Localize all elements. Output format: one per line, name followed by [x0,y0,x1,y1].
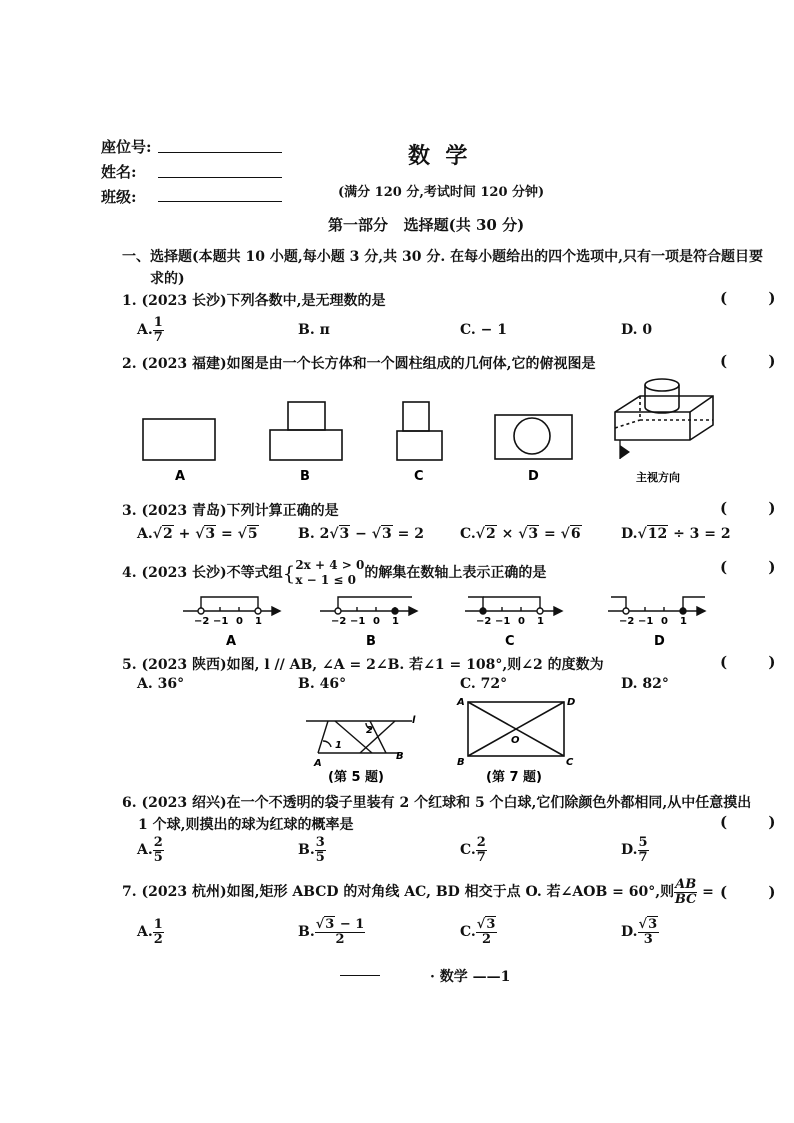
seat-field[interactable] [158,152,282,153]
class-label: 班级: [101,188,137,206]
page-footer: · 数学 ——1 [430,969,511,985]
q6-stem-cont: 1 个球,则摸出的球为红球的概率是 [138,817,354,833]
q4-inequality-2: x − 1 ≤ 0 [295,573,356,587]
q2-answer-paren[interactable]: ( ) [720,352,794,370]
svg-text:1: 1 [537,616,544,627]
svg-text:−1: −1 [350,616,366,627]
q3-answer-paren[interactable]: ( ) [720,499,794,517]
q1-option-b[interactable]: B. π [298,322,330,338]
q3-stem: 3. (2023 青岛)下列计算正确的是 [122,503,339,519]
q7-fig-label-o: O [511,735,520,746]
svg-text:−2: −2 [619,616,635,627]
footer-rule-left [340,975,380,976]
page-title: 数 学 [408,143,468,169]
svg-text:−1: −1 [495,616,511,627]
q2-label-d: D [528,469,539,484]
q7-option-b[interactable]: B. $\frac{√3 - 1}{2}$ [298,917,365,947]
q2-c-shape-top [403,402,429,431]
q4-label-b: B [366,634,376,649]
svg-text:−1: −1 [638,616,654,627]
q5-option-a[interactable]: A. 36° [137,676,185,692]
svg-text:0: 0 [661,616,668,627]
q4-inequality-1: 2x + 4 > 0 [295,558,365,572]
q5-stem: 5. (2023 陕西)如图, l // AB, ∠A = 2∠B. 若∠1 = 108°,则∠2 的度数为 [122,657,604,673]
name-field[interactable] [158,177,282,178]
q5-option-d[interactable]: D. 82° [621,676,669,692]
q6-option-a[interactable]: A. $\frac{2}{5}$ [137,835,163,865]
svg-text:1: 1 [392,616,399,627]
q7-option-a[interactable]: A. $\frac{1}{2}$ [137,917,163,947]
name-label: 姓名: [101,163,137,181]
q5-fig-label-a: A [314,758,322,769]
q7-figure [468,702,564,756]
q5-answer-paren[interactable]: ( ) [720,653,794,671]
q3-option-d[interactable]: D.√12 ÷ 3 = 2 [621,526,731,542]
svg-text:−1: −1 [213,616,229,627]
q2-a-shape [143,419,215,460]
q3-option-c[interactable]: C.√2 × √3 = √6 [460,526,581,542]
svg-text:−2: −2 [194,616,210,627]
q4-label-d: D [654,634,665,649]
q1-option-d[interactable]: D. 0 [621,322,653,338]
section-instruction-cont: 求的) [150,271,185,287]
q5-figure-caption: (第 5 题) [328,770,384,785]
q7-stem: 7. (2023 杭州)如图,矩形 ABCD 的对角线 AC, BD 相交于点 O. 若∠AOB = 60°,则 $\frac{AB}{BC}$ = [122,877,714,907]
class-field[interactable] [158,201,282,202]
q7-fig-label-d: D [567,697,576,708]
q7-figure-caption: (第 7 题) [486,770,542,785]
q5-option-b[interactable]: B. 46° [298,676,347,692]
part-title: 第一部分 选择题(共 30 分) [328,216,525,234]
svg-text:1: 1 [680,616,687,627]
q6-answer-paren[interactable]: ( ) [720,813,794,831]
q3-option-b[interactable]: B. 2√3 − √3 = 2 [298,526,424,542]
q5-fig-label-1: 1 [335,740,342,751]
q5-option-c[interactable]: C. 72° [460,676,508,692]
q1-option-a[interactable]: A. $\frac{1}{7}$ [137,315,163,345]
q5-fig-label-l: l [412,715,416,726]
q2-d-shape-circle [514,418,550,454]
q4-label-a: A [226,634,237,649]
q4-label-c: C [505,634,515,649]
svg-text:−2: −2 [476,616,492,627]
q5-fig-label-2: 2 [366,725,373,736]
q2-stem: 2. (2023 福建)如图是由一个长方体和一个圆柱组成的几何体,它的俯视图是 [122,356,596,372]
q6-option-c[interactable]: C. $\frac{2}{7}$ [460,835,486,865]
q5-q7-figures [0,695,794,790]
q7-option-c[interactable]: C. $\frac{√3}{2}$ [460,917,496,947]
svg-text:1: 1 [255,616,262,627]
q1-option-c[interactable]: C. − 1 [460,322,507,338]
q4-stem: 4. (2023 长沙)不等式组{ 2x + 4 > 0 x − 1 ≤ 0 的解集在数轴上表示正确的是 [122,558,547,587]
q6-option-d[interactable]: D. $\frac{5}{7}$ [621,835,648,865]
q2-b-shape-top [288,402,325,430]
q5-fig-label-b: B [396,751,404,762]
q1-stem: 1. (2023 长沙)下列各数中,是无理数的是 [122,293,386,309]
q3-option-a[interactable]: A.√2 + √3 = √5 [137,526,258,542]
q2-label-c: C [414,469,424,484]
svg-text:0: 0 [373,616,380,627]
q4-number-lines [0,585,794,650]
q4-answer-paren[interactable]: ( ) [720,558,794,576]
section-instruction: 一、选择题(本题共 10 小题,每小题 3 分,共 30 分. 在每小题给出的四个选项中,只有一项是符合题目要 [122,249,763,265]
q5-figure [306,721,412,753]
q2-label-a: A [175,469,186,484]
svg-text:−2: −2 [331,616,347,627]
q2-label-b: B [300,469,310,484]
q2-d-shape-rect [495,415,572,459]
q7-fig-label-a: A [457,697,465,708]
q7-fig-label-b: B [457,757,465,768]
q2-c-shape-bottom [397,431,442,460]
q7-answer-paren[interactable]: ( ) [720,883,794,901]
q7-fig-label-c: C [566,757,574,768]
svg-text:0: 0 [518,616,525,627]
q2-b-shape-bottom [270,430,342,460]
q7-option-d[interactable]: D. $\frac{√3}{3}$ [621,917,658,947]
q6-stem: 6. (2023 绍兴)在一个不透明的袋子里装有 2 个红球和 5 个白球,它们除颜色外都相同,从中任意摸出 [122,795,752,811]
q1-answer-paren[interactable]: ( ) [720,289,794,307]
q2-view-direction-label: 主视方向 [636,471,680,484]
q6-option-b[interactable]: B. $\frac{3}{5}$ [298,835,325,865]
q2-figures [0,370,794,495]
seat-label: 座位号: [101,138,152,156]
svg-text:0: 0 [236,616,243,627]
exam-subtitle: (满分 120 分,考试时间 120 分钟) [338,185,545,200]
